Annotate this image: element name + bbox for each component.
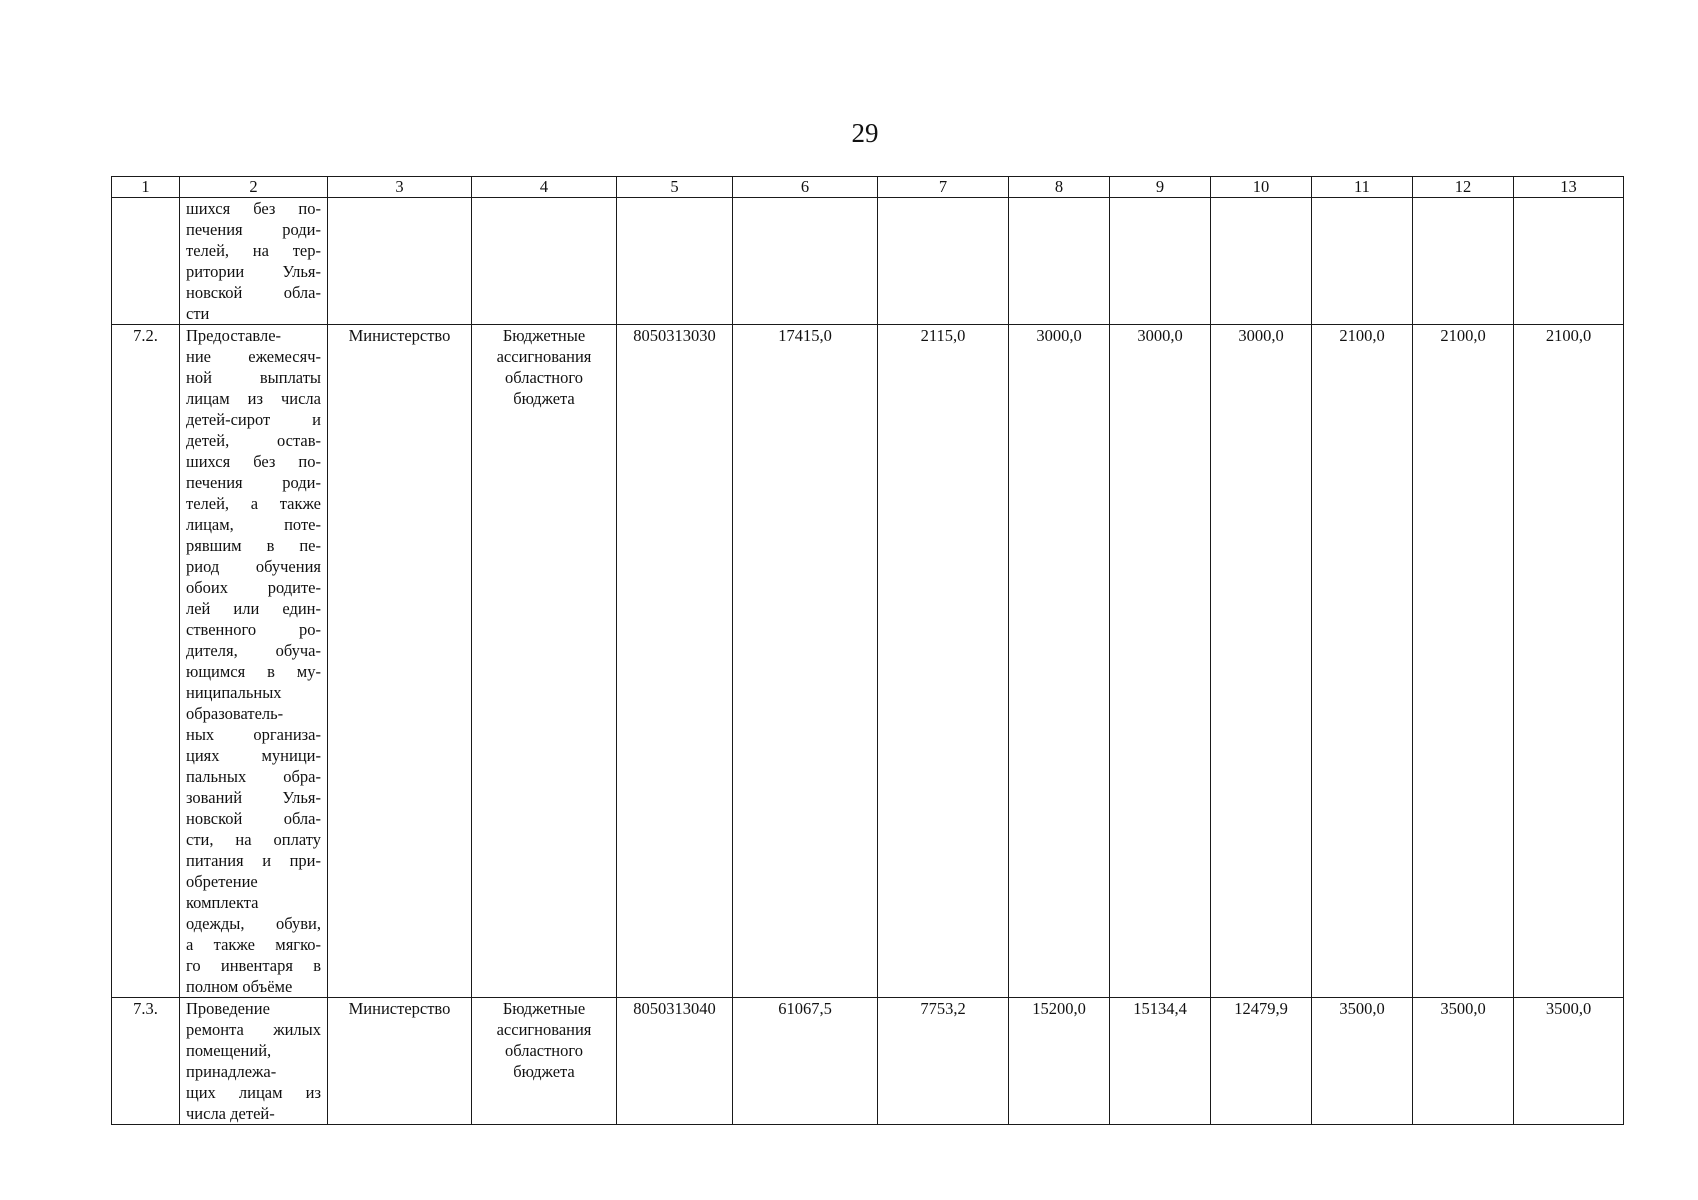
cell-value-col-10: 12479,9 bbox=[1211, 998, 1312, 1125]
column-header-7: 7 bbox=[878, 177, 1009, 198]
cell-funding-source bbox=[472, 998, 617, 1125]
description-line: детей, остав- bbox=[186, 431, 321, 450]
description-line: шихся без по- bbox=[186, 452, 321, 471]
description-line: числа детей- bbox=[186, 1104, 275, 1123]
description-line: го инвентаря в bbox=[186, 956, 321, 975]
cell-value-col-11 bbox=[1312, 198, 1413, 325]
cell-value-col-6: 17415,0 bbox=[733, 325, 878, 998]
description-line: ственного ро- bbox=[186, 620, 321, 639]
column-header-4: 4 bbox=[472, 177, 617, 198]
description-line: телей, на тер- bbox=[186, 241, 321, 260]
description-line: полном объёме bbox=[186, 977, 293, 996]
description-line: Проведение bbox=[186, 999, 270, 1018]
cell-organization: Министерство bbox=[328, 998, 472, 1125]
cell-budget-code: 8050313030 bbox=[617, 325, 733, 998]
column-header-6: 6 bbox=[733, 177, 878, 198]
description-line: помещений, bbox=[186, 1041, 272, 1060]
description-line: Предоставле- bbox=[186, 326, 282, 345]
cell-organization bbox=[328, 198, 472, 325]
cell-value-col-12: 3500,0 bbox=[1413, 998, 1514, 1125]
column-header-11: 11 bbox=[1312, 177, 1413, 198]
description-line: шихся без по- bbox=[186, 199, 321, 218]
cell-value-col-10: 3000,0 bbox=[1211, 325, 1312, 998]
budget-table bbox=[111, 176, 1624, 1125]
description-line: образователь- bbox=[186, 704, 284, 723]
funding-source-line: ассигнования bbox=[496, 1020, 592, 1039]
description-line: ремонта жилых bbox=[186, 1020, 321, 1039]
funding-source-line: бюджета bbox=[513, 389, 575, 408]
cell-value-col-6: 61067,5 bbox=[733, 998, 878, 1125]
description-line: сти, на оплату bbox=[186, 830, 321, 849]
cell-description bbox=[180, 325, 328, 998]
funding-source-line: ассигнования bbox=[496, 347, 592, 366]
column-header-9: 9 bbox=[1110, 177, 1211, 198]
funding-source-line: областного bbox=[504, 1041, 583, 1060]
cell-value-col-12: 2100,0 bbox=[1413, 325, 1514, 998]
description-line: обоих родите- bbox=[186, 578, 321, 597]
column-header-1: 1 bbox=[112, 177, 180, 198]
cell-funding-source bbox=[472, 198, 617, 325]
column-header-12: 12 bbox=[1413, 177, 1514, 198]
description-line: обретение bbox=[186, 872, 258, 891]
cell-value-col-12 bbox=[1413, 198, 1514, 325]
cell-budget-code: 8050313040 bbox=[617, 998, 733, 1125]
cell-value-col-7 bbox=[878, 198, 1009, 325]
funding-source-line: областного bbox=[504, 368, 583, 387]
cell-value-col-6 bbox=[733, 198, 878, 325]
description-line: печения роди- bbox=[186, 473, 321, 492]
description-line: лицам, поте- bbox=[186, 515, 321, 534]
description-line: детей-сирот и bbox=[186, 410, 321, 429]
description-line: печения роди- bbox=[186, 220, 321, 239]
cell-budget-code bbox=[617, 198, 733, 325]
description-line: щих лицам из bbox=[186, 1083, 321, 1102]
description-line: ных организа- bbox=[186, 725, 321, 744]
cell-item-number: 7.2. bbox=[112, 325, 180, 998]
cell-organization: Министерство bbox=[328, 325, 472, 998]
description-line: лицам из числа bbox=[186, 389, 321, 408]
cell-value-col-9 bbox=[1110, 198, 1211, 325]
cell-value-col-10 bbox=[1211, 198, 1312, 325]
description-line: ной выплаты bbox=[186, 368, 321, 387]
cell-value-col-8: 3000,0 bbox=[1009, 325, 1110, 998]
cell-value-col-11: 2100,0 bbox=[1312, 325, 1413, 998]
description-line: циях муници- bbox=[186, 746, 321, 765]
cell-description bbox=[180, 198, 328, 325]
description-line: пальных обра- bbox=[186, 767, 321, 786]
description-line: одежды, обуви, bbox=[186, 914, 321, 933]
column-header-2: 2 bbox=[180, 177, 328, 198]
cell-value-col-13 bbox=[1514, 198, 1624, 325]
description-line: комплекта bbox=[186, 893, 259, 912]
cell-description bbox=[180, 998, 328, 1125]
column-header-8: 8 bbox=[1009, 177, 1110, 198]
description-line: сти bbox=[186, 304, 210, 323]
page-number: 29 bbox=[851, 118, 879, 148]
description-line: принадлежа- bbox=[186, 1062, 277, 1081]
cell-value-col-13: 3500,0 bbox=[1514, 998, 1624, 1125]
cell-value-col-7: 7753,2 bbox=[878, 998, 1009, 1125]
description-line: рявшим в пе- bbox=[186, 536, 321, 555]
description-line: риод обучения bbox=[186, 557, 321, 576]
column-header-5: 5 bbox=[617, 177, 733, 198]
description-line: ниципальных bbox=[186, 683, 282, 702]
table-row bbox=[112, 325, 1624, 998]
description-line: питания и при- bbox=[186, 851, 321, 870]
cell-funding-source bbox=[472, 325, 617, 998]
table-row bbox=[112, 198, 1624, 325]
header-row bbox=[112, 177, 1624, 198]
column-header-3: 3 bbox=[328, 177, 472, 198]
cell-value-col-13: 2100,0 bbox=[1514, 325, 1624, 998]
cell-value-col-8 bbox=[1009, 198, 1110, 325]
cell-value-col-11: 3500,0 bbox=[1312, 998, 1413, 1125]
cell-value-col-9: 15134,4 bbox=[1110, 998, 1211, 1125]
description-line: ние ежемесяч- bbox=[186, 347, 321, 366]
description-line: новской обла- bbox=[186, 809, 321, 828]
description-line: новской обла- bbox=[186, 283, 321, 302]
column-header-10: 10 bbox=[1211, 177, 1312, 198]
description-line: ющимся в му- bbox=[186, 662, 321, 681]
description-line: телей, а также bbox=[186, 494, 321, 513]
description-line: зований Улья- bbox=[186, 788, 321, 807]
cell-value-col-7: 2115,0 bbox=[878, 325, 1009, 998]
column-header-13: 13 bbox=[1514, 177, 1624, 198]
funding-source-line: бюджета bbox=[513, 1062, 575, 1081]
table-body bbox=[112, 198, 1624, 1125]
table-row bbox=[112, 998, 1624, 1125]
cell-value-col-8: 15200,0 bbox=[1009, 998, 1110, 1125]
description-line: ритории Улья- bbox=[186, 262, 321, 281]
cell-value-col-9: 3000,0 bbox=[1110, 325, 1211, 998]
description-line: лей или един- bbox=[186, 599, 321, 618]
cell-item-number: 7.3. bbox=[112, 998, 180, 1125]
funding-source-line: Бюджетные bbox=[502, 999, 586, 1018]
cell-item-number bbox=[112, 198, 180, 325]
description-line: а также мягко- bbox=[186, 935, 321, 954]
funding-source-line: Бюджетные bbox=[502, 326, 586, 345]
description-line: дителя, обуча- bbox=[186, 641, 321, 660]
